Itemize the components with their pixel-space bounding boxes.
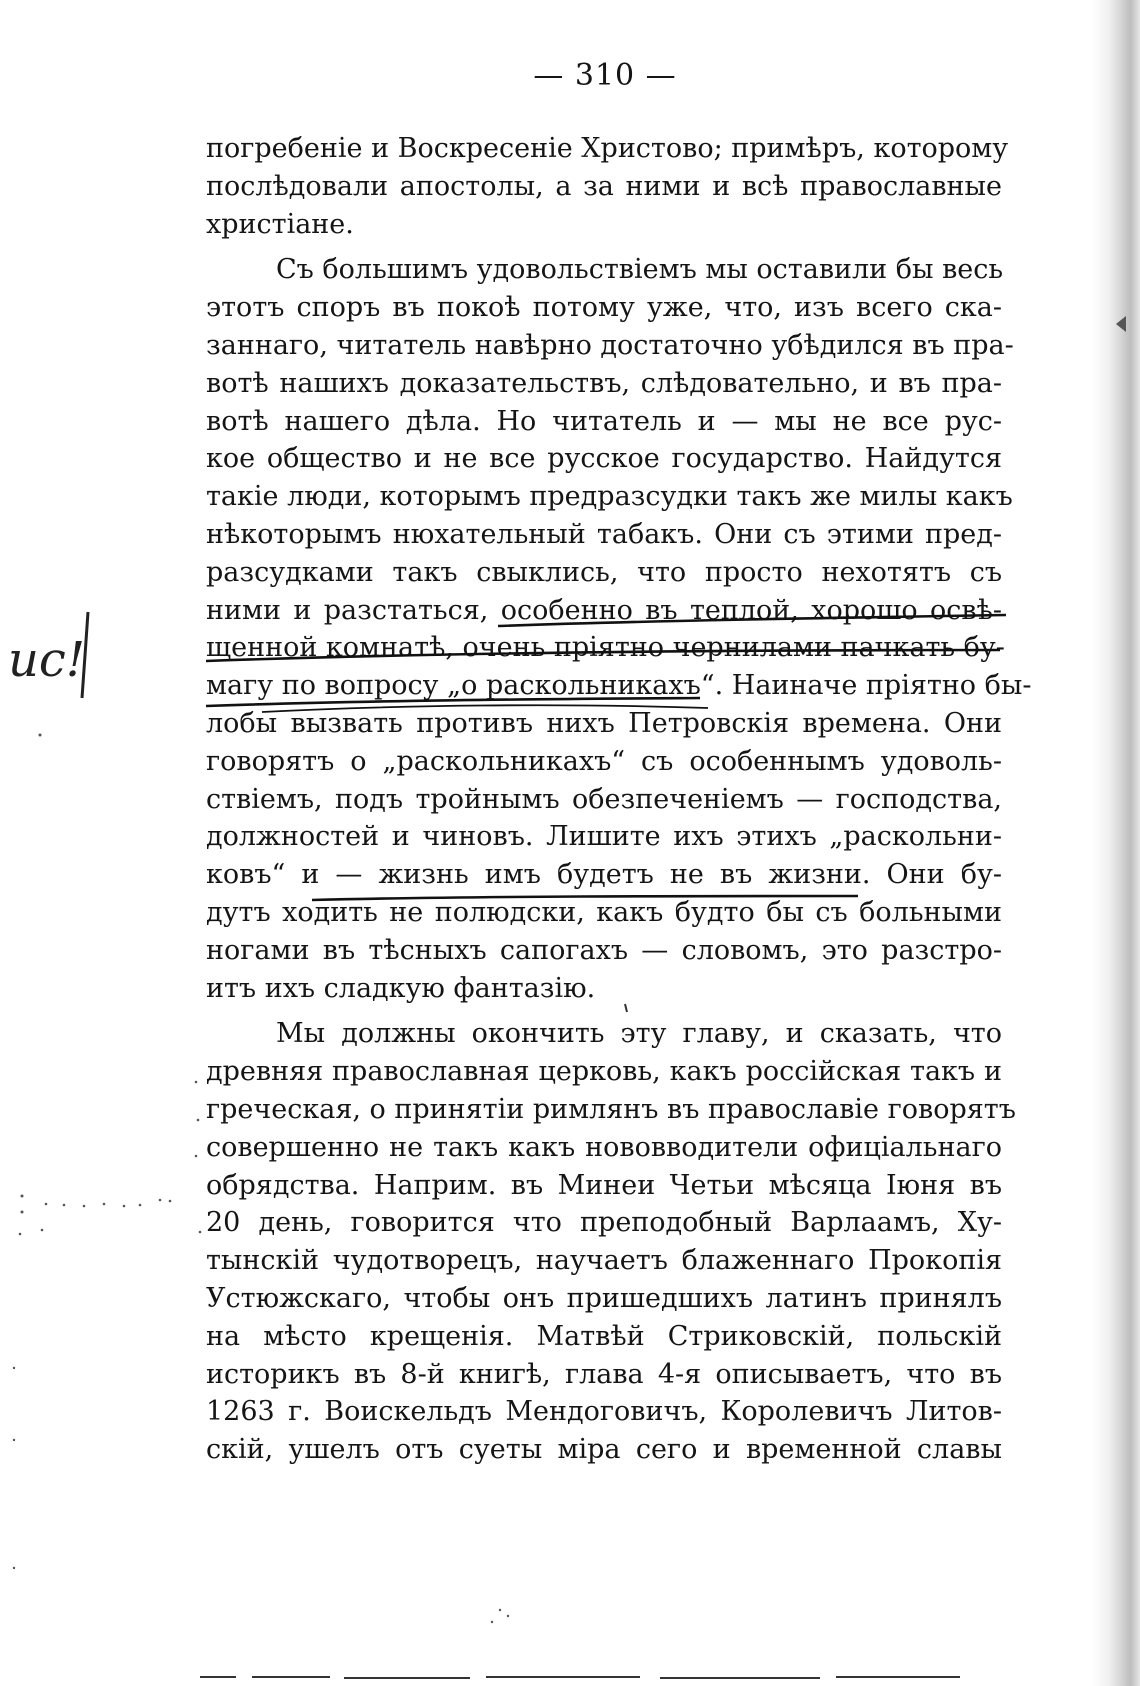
text-line: итъ ихъ сладкую фантазію. [206,972,596,1004]
text-line: лобы вызвать противъ нихъ Петровскія времена. Они [206,707,1002,739]
text-line: заннаго, читатель навѣрно достаточно убѣдился въ пра- [206,329,1014,361]
handwritten-margin-note: ис! [8,632,86,688]
text-line: скій, ушелъ отъ суеты міра сего и временной славы [206,1434,1002,1466]
text-line: дутъ ходить не полюдски, какъ будто бы съ больными [206,896,1002,928]
page-edge-shadow [1092,0,1140,1686]
text-line: должностей и чиновъ. Лишите ихъ этихъ „раскольни- [206,821,1002,853]
text-line: кое общество и не все русское государство. Найдутся [206,443,1002,475]
text-line: Мы должны окончить эту главу, и сказать, что [276,1018,1002,1050]
text-line: историкъ въ 8-й книгѣ, глава 4-я описываетъ, что въ [206,1358,1002,1390]
text-line: обрядства. Наприм. въ Минеи Четьи мѣсяца Іюня въ [206,1169,1002,1201]
text-line: тынскій чудотворецъ, научаетъ блаженнаго Прокопія [206,1245,1002,1277]
text-line: 1263 г. Воискельдъ Мендоговичъ, Королевичъ Литов- [206,1396,1002,1428]
text-line: щенной комнатѣ, очень пріятно чернилами пачкать бу- [206,632,1005,664]
text-line: этотъ споръ въ покоѣ потому уже, что, изъ всего ска- [206,292,1002,324]
text-line: такіе люди, которымъ предразсудки такъ же милы какъ [206,481,1013,513]
text-line: разсудками такъ свыклись, что просто нехотятъ съ [206,556,1002,588]
text-line: вотѣ нашихъ доказательствъ, слѣдовательно, и въ пра- [206,367,1002,399]
page-number: — 310 — [533,58,677,93]
text-line: магу по вопросу „о раскольникахъ“. Наиначе пріятно бы- [206,670,1032,702]
edge-mark-icon [1116,316,1126,332]
text-line: говорятъ о „раскольникахъ“ съ особеннымъ удоволь- [206,745,1002,777]
text-line: 20 день, говорится что преподобный Варлаамъ, Ху- [206,1207,1002,1239]
text-line: христіане. [206,208,354,240]
body-text [206,130,1032,1469]
text-line: совершенно не такъ какъ нововводители офиціальнаго [206,1131,1002,1163]
text-line: ковъ“ и — жизнь имъ будетъ не въ жизни. Они бу- [206,859,1002,891]
bottom-rule [200,1677,960,1678]
text-line: нѣкоторымъ нюхательный табакъ. Они съ этими пред- [206,518,1002,550]
text-line: Устюжскаго, чтобы онъ пришедшихъ латинъ принялъ [206,1282,1002,1314]
text-line: на мѣсто крещенія. Матвѣй Стриковскій, польскій [206,1320,1002,1352]
text-line: послѣдовали апостолы, а за ними и всѣ православные [206,170,1002,202]
text-line: вотѣ нашего дѣла. Но читатель и — мы не все рус- [206,405,1002,437]
text-line: погребеніе и Воскресеніе Христово; примѣръ, которому [206,133,1009,164]
text-line: греческая, о принятіи римлянъ въ православіе говорятъ [206,1093,1016,1125]
text-line: древняя православная церковь, какъ россійская такъ и [206,1056,1002,1088]
text-line: ними и разстаться, особенно въ теплой, хорошо освѣ- [206,594,1002,626]
text-line: ногами въ тѣсныхъ сапогахъ — словомъ, это разстро- [206,934,1002,966]
text-line: Съ большимъ удовольствіемъ мы оставили бы весь [276,254,1004,286]
text-line: ствіемъ, подъ тройнымъ обезпеченіемъ — господства, [206,783,1002,815]
